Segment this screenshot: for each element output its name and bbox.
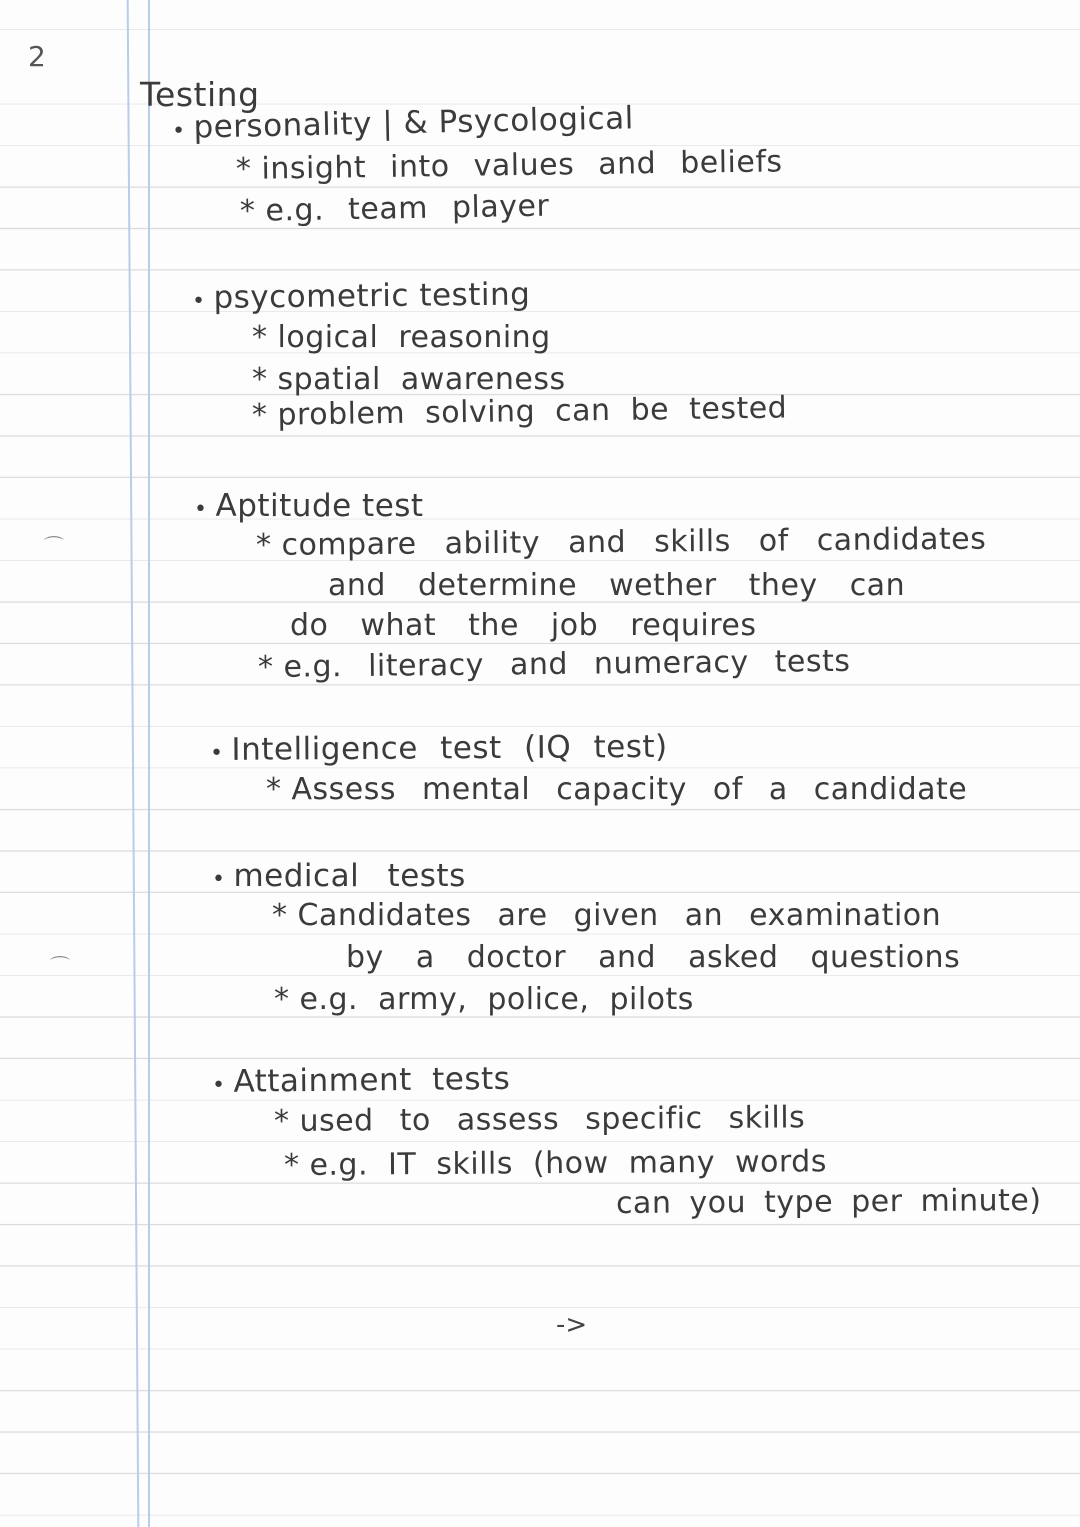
note-line: do what the job requires <box>290 608 757 643</box>
note-line: * e.g. IT skills (how many words <box>283 1144 828 1183</box>
note-line: * spatial awareness <box>252 362 566 397</box>
pencil-mark: ⌒ <box>50 954 70 978</box>
note-line: * used to assess specific skills <box>273 1100 806 1139</box>
note-line: * logical reasoning <box>252 320 551 355</box>
margin-line <box>127 0 140 1527</box>
note-line: * e.g. army, police, pilots <box>274 982 694 1017</box>
note-line: * Candidates are given an examination <box>272 898 942 933</box>
note-line: can you type per minute) <box>615 1183 1042 1221</box>
continue-arrow-icon: -> <box>556 1310 588 1340</box>
note-line: * problem solving can be tested <box>251 390 788 433</box>
section-heading: • Intelligence test (IQ test) <box>209 728 668 768</box>
note-line: * compare ability and skills of candidates <box>255 521 987 563</box>
note-line: * e.g. team player <box>239 188 550 229</box>
pencil-mark: ⌒ <box>44 534 64 558</box>
section-heading: • Aptitude test <box>194 488 424 524</box>
section-heading: • medical tests <box>212 858 466 894</box>
margin-line <box>148 0 150 1527</box>
note-line: and determine wether they can <box>328 568 906 603</box>
note-line: by a doctor and asked questions <box>346 940 961 975</box>
section-heading: • psycometric testing <box>191 276 531 316</box>
section-heading: • Attainment tests <box>211 1060 511 1100</box>
page-number: 2 <box>28 40 46 73</box>
note-line: * e.g. literacy and numeracy tests <box>257 643 851 685</box>
note-line: * insight into values and beliefs <box>235 144 783 187</box>
section-heading: • personality | & Psycological <box>171 100 635 146</box>
note-line: * Assess mental capacity of a candidate <box>266 772 968 807</box>
page-title: Testing <box>140 75 260 114</box>
